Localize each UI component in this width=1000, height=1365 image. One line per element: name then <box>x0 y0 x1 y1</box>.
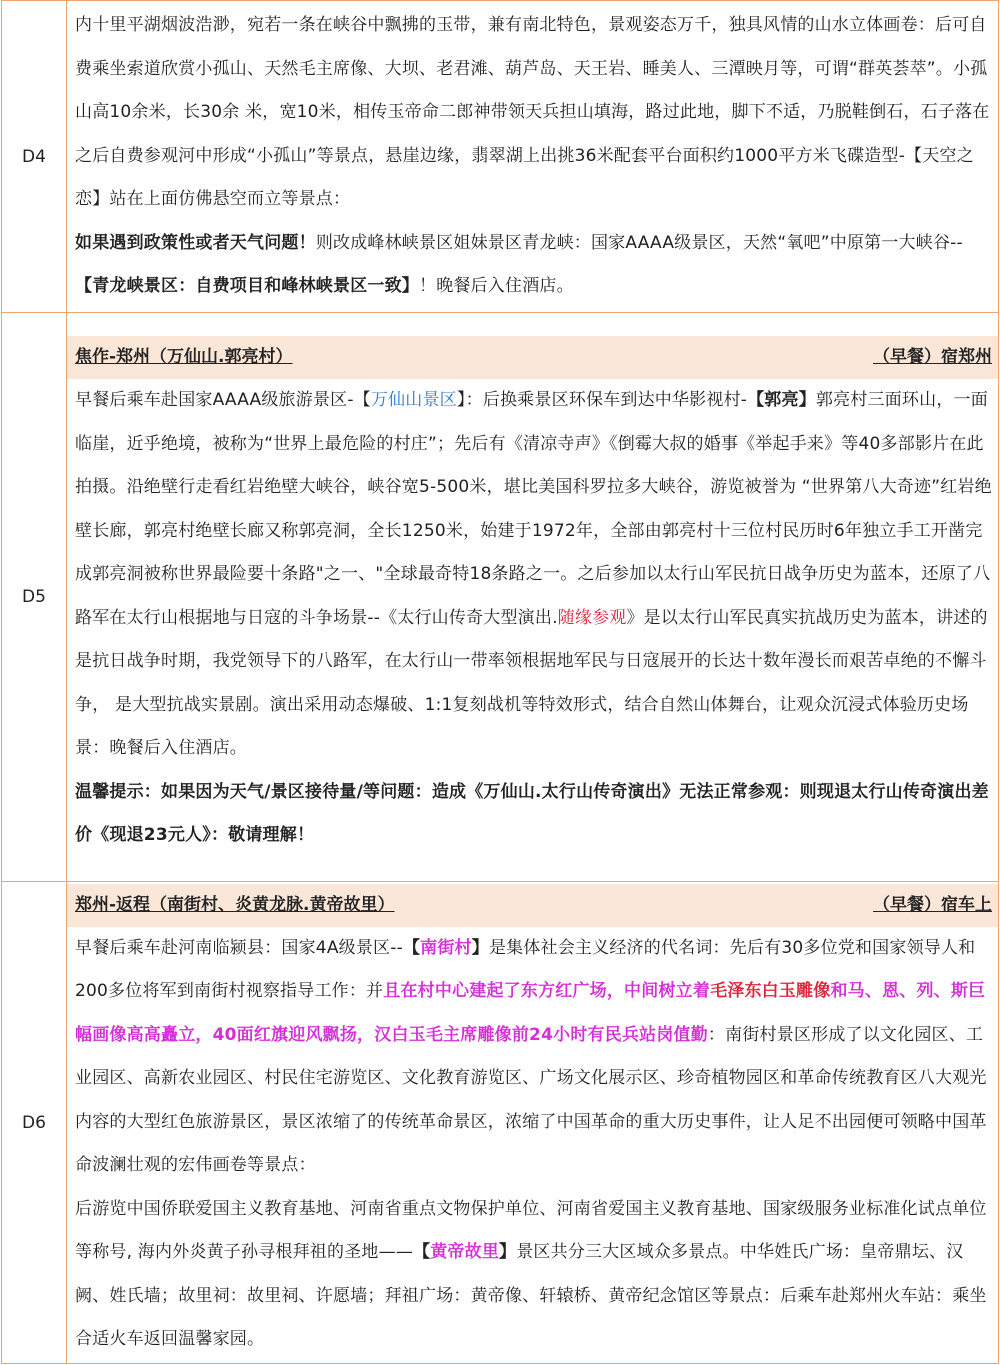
text-segment: 是集体社会主义经济的代名词：先后有30多位党和国家领导人和200多位将军到南街村视察指导工作：并 <box>75 937 976 1001</box>
day-paragraphs <box>75 379 992 858</box>
day-row-d6 <box>2 882 999 1364</box>
text-segment: 景区共分三大区域众多景点。中华姓氏广场：皇帝鼎坛、汉阙、姓氏墙；故里祠：故里祠、许愿墙；拜祖广场：黄帝像、轩辕桥、黄帝纪念馆区等景点：后乘车赴郑州火车站：乘坐合适火车返回温馨家园。 <box>75 1242 987 1349</box>
text-segment: 后游览中国侨联爱国主义教育基地、河南省重点文物保护单位、河南省爱国主义教育基地、国家级服务业标准化试点单位等称号, 海内外炎黄子孙寻根拜祖的圣地—— <box>75 1198 987 1262</box>
text-segment: 且在村中心建起了东方红广场，中间树立着 <box>383 981 711 1001</box>
text-segment: 则改成峰林峡景区姐妹景区青龙峡：国家AAAA级景区，天然“氧吧”中原第一大峡谷-- <box>315 232 963 253</box>
text-segment: 内十里平湖烟波浩渺，宛若一条在峡谷中飘拂的玉带，兼有南北特色，景观姿态万千，独具风情的山水立体画卷：后可自费乘坐索道欣赏小孤山、天然毛主席像、大坝、老君滩、葫芦岛、天王岩、睡美人、三潭映月等，可谓“群英荟萃”。小孤山高10余米，长30余 米，宽10米，相传玉帝命二郎神带领天兵担山填海，路过此地，脚下不适，乃脱鞋倒石，石子落在之后自费参观河中形成“小孤山”等景点，悬崖边缘，翡翠湖上出挑36米配套平台面积约1000平方米飞碟造型-【天空之恋】站在上面仿佛悬空而立等景点： <box>75 15 990 210</box>
text-segment: ：南街村景区形成了以文化园区、工业园区、高新农业园区、村民住宅游览区、文化教育游览区、广场文化展示区、珍奇植物园区和革命传统教育区八大观光内容的大型红色旅游景区，景区浓缩了的传统革命景区，浓缩了中国革命的重大历史事件，让人足不出园便可领略中国革命波澜壮观的宏伟画卷等景点： <box>75 1024 987 1175</box>
itinerary-paragraph <box>75 927 992 1188</box>
text-segment: 】 <box>499 1242 517 1262</box>
day-header <box>67 884 998 927</box>
text-segment: 》是以太行山军民真实抗战历史为蓝本，讲述的是抗日战争时期，我党领导下的八路军，在太行山一带率领根据地军民与日寇展开的长达十数年漫长而艰苦卓绝的不懈斗争， 是大型抗战实景剧。演出采用动态爆破、1:1复刻战机等特效形式，结合自然山体舞台，让观众沉浸式体验历史场景：晚餐后入住酒店。 <box>75 607 988 759</box>
day-content <box>67 882 999 1364</box>
text-segment: 】 <box>471 937 489 958</box>
day-paragraphs <box>75 927 992 1362</box>
text-segment: 和马、恩、列、斯巨幅画像高高矗立，40面红旗迎风飘扬，汉白玉毛主席雕像前24小时有民兵站岗值勤 <box>75 981 986 1045</box>
day-route-title: 焦作-郑州（万仙山.郭亮村） <box>75 347 293 368</box>
text-segment: 随缘参观 <box>557 607 627 628</box>
day-content <box>67 1 999 313</box>
text-segment: 【郭亮】 <box>747 390 816 411</box>
day-header <box>67 336 998 379</box>
day-paragraphs <box>75 4 992 309</box>
text-segment: 【 <box>413 1242 431 1262</box>
day-row-d5 <box>2 313 999 882</box>
text-segment: 【 <box>402 937 421 958</box>
text-segment: 毛泽东白玉雕像 <box>710 981 831 1001</box>
text-segment: 万仙山景区 <box>370 390 457 411</box>
day-content <box>67 313 999 882</box>
itinerary-paragraph <box>75 1188 992 1362</box>
text-segment: ！晚餐后入住酒店。 <box>419 276 574 297</box>
text-segment: 南街村 <box>420 937 472 958</box>
text-segment: 如果遇到政策性或者天气问题！ <box>75 232 316 253</box>
itinerary-paragraph <box>75 771 992 858</box>
day-label: D4 <box>2 1 67 313</box>
day-row-d4 <box>2 1 999 313</box>
day-route-title: 郑州-返程（南街村、炎黄龙脉.黄帝故里） <box>75 894 395 915</box>
text-segment: 早餐后乘车赴国家AAAA级旅游景区-【 <box>75 390 371 411</box>
day-label: D5 <box>2 313 67 882</box>
itinerary-paragraph <box>75 222 992 309</box>
itinerary-paragraph <box>75 4 992 222</box>
text-segment: 早餐后乘车赴河南临颍县：国家4A级景区-- <box>75 937 403 958</box>
day-meals-lodging: （早餐）宿车上 <box>873 894 992 915</box>
text-segment: 【青龙峡景区：自费项目和峰林峡景区一致】 <box>75 276 419 297</box>
text-segment: 温馨提示：如果因为天气/景区接待量/等问题：造成《万仙山.太行山传奇演出》无法正常参观：则现退太行山传奇演出差价《现退23元人》：敬请理解！ <box>75 781 989 846</box>
day-label: D6 <box>2 882 67 1364</box>
itinerary-table <box>1 0 999 1364</box>
day-meals-lodging: （早餐）宿郑州 <box>873 347 992 368</box>
text-segment: 黄帝故里 <box>430 1242 500 1262</box>
text-segment: 】：后换乘景区环保车到达中华影视村- <box>456 390 748 411</box>
itinerary-paragraph <box>75 379 992 771</box>
text-segment: 郭亮村三面环山，一面临崖，近乎绝境，被称为“世界上最危险的村庄”；先后有《清凉寺声》《倒霉大叔的婚事《举起手来》等40多部影片在此拍摄。沿绝壁行走看红岩绝壁大峡谷，峡谷宽5-500米，堪比美国科罗拉多大峡谷，游览被誉为 “世界第八大奇迹”红岩绝壁长廊，郭亮村绝壁长廊又称郭亮洞，全长1250米，始建于1972年，全部由郭亮村十三位村民历时6年独立手工开凿完成郭亮洞被称世界最险要十条路"之一、"全球最奇特18条路之一。之后参加以太行山军民抗日战争历史为蓝本，还原了八路军在太行山根据地与日寇的斗争场景--《太行山传奇大型演出. <box>75 390 992 628</box>
